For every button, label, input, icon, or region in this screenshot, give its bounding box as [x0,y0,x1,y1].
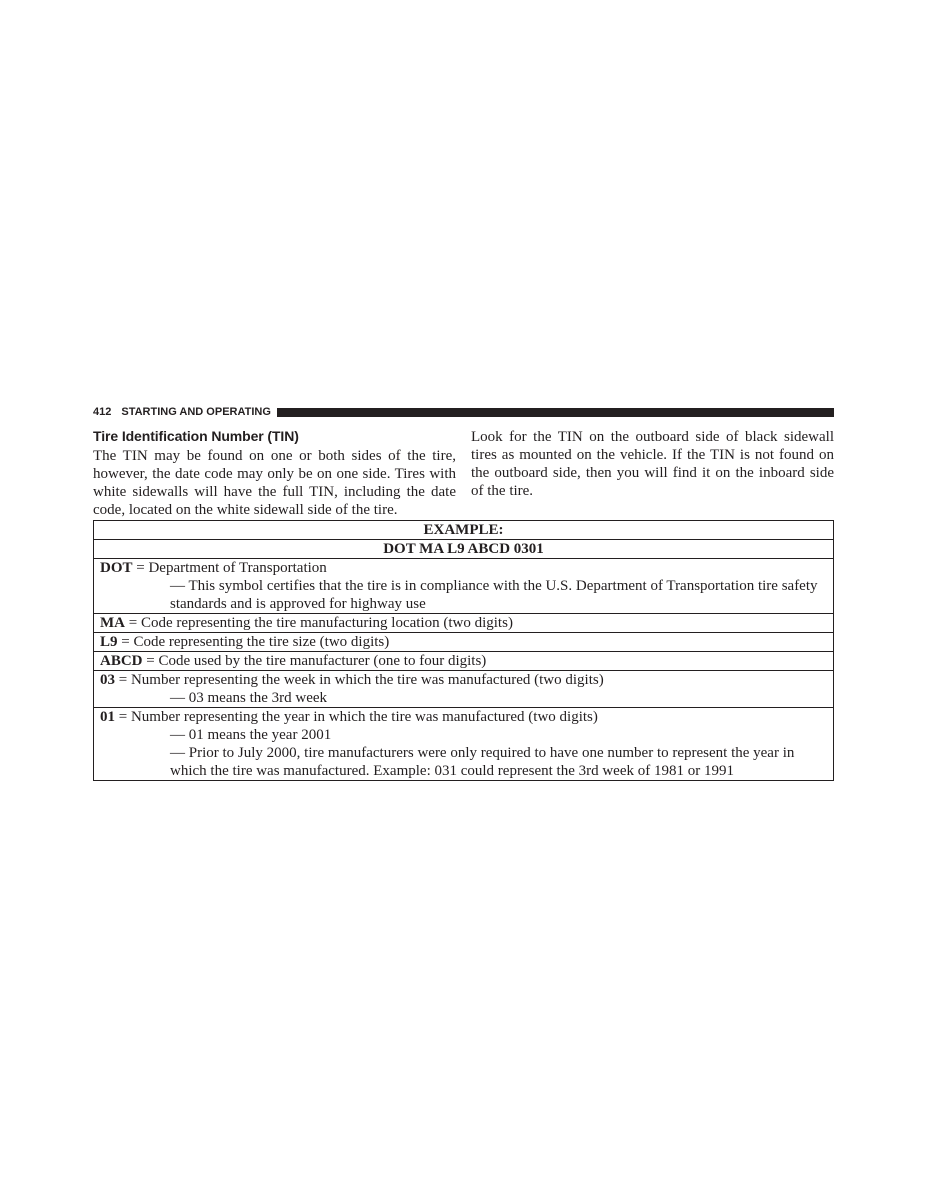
code-term: DOT [100,560,133,576]
code-definition: = Code representing the tire size (two digits) [117,634,390,650]
code-term: 03 [100,672,115,688]
definition-line [100,633,827,651]
page-header [93,405,834,419]
table-cell [94,652,834,671]
definition-line [100,671,827,689]
table-row [94,559,834,614]
definition-line [100,708,827,726]
definition-note: — Prior to July 2000, tire manufacturers were only required to have one number to represent the year in which the tire was manufactured. Example: 031 could represent the 3rd week of 1981 or 1991 [170,745,795,779]
table-row [94,614,834,633]
table-cell [94,633,834,652]
code-term: ABCD [100,653,143,669]
left-column [93,427,456,519]
code-term: L9 [100,634,118,650]
table-row [94,633,834,652]
tin-location-paragraph: Look for the TIN on the outboard side of black sidewall tires as mounted on the vehicle. If the TIN is not found on the outboard side, then you will find it on the inboard side of the tire. [471,429,834,499]
table-row [94,708,834,781]
right-column [471,427,834,500]
code-definition: = Code representing the tire manufacturing location (two digits) [125,615,513,631]
definition-note: — 03 means the 3rd week [170,690,328,706]
tin-example-table [93,520,834,781]
code-term: 01 [100,709,115,725]
table-cell [94,671,834,708]
definition-line [100,559,827,577]
definition-line [100,652,827,670]
table-code-row [94,540,834,559]
page-number: 412 [93,406,112,418]
table-row [94,671,834,708]
table-cell [94,708,834,781]
table-heading-row [94,521,834,540]
table-cell [94,559,834,614]
code-definition: = Code used by the tire manufacturer (one to four digits) [142,653,487,669]
section-title: STARTING AND OPERATING [121,406,271,418]
definition-line [100,614,827,632]
example-heading: EXAMPLE: [94,521,834,540]
example-code: DOT MA L9 ABCD 0301 [94,540,834,559]
tin-heading: Tire Identification Number (TIN) [93,428,299,444]
code-definition: = Number representing the week in which the tire was manufactured (two digits) [115,672,604,688]
definition-note: — 01 means the year 2001 [170,727,332,743]
definition-note: — This symbol certifies that the tire is in compliance with the U.S. Department of Transportation tire safety standards and is approved for highway use [170,578,818,612]
header-rule [277,408,834,417]
code-term: MA [100,615,125,631]
tin-paragraph: The TIN may be found on one or both sides of the tire, however, the date code may only be on one side. Tires with white sidewalls will have the full TIN, including the date code, located on the white sidewall side of the tire. [93,448,456,518]
table-row [94,652,834,671]
table-cell [94,614,834,633]
code-definition: = Number representing the year in which the tire was manufactured (two digits) [115,709,598,725]
code-definition: = Department of Transportation [132,560,327,576]
